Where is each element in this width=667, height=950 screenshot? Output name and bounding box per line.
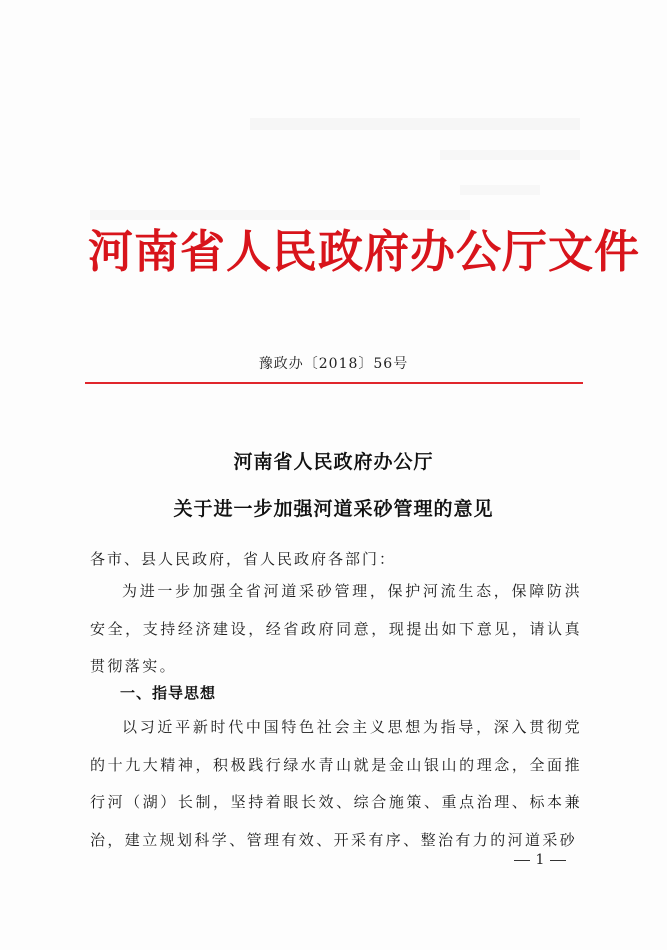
bleed-through-decoration (460, 185, 540, 195)
page-footer (500, 852, 580, 868)
document-title-line-2: 关于进一步加强河道采砂管理的意见 (173, 498, 494, 520)
bleed-through-decoration (250, 118, 580, 130)
document-title-line-1: 河南省人民政府办公厅 (233, 451, 434, 473)
section-1-paragraph: 以习近平新时代中国特色社会主义思想为指导，深入贯彻党的十九大精神，积极践行绿水青山就是金山银山的理念，全面推行河（湖）长制，坚持着眼长效、综合施策、重点治理、标本兼治，建立规划科学、管理有效、开采有序、整治有力的河道采砂 (90, 718, 582, 849)
header-divider-rule (85, 382, 583, 384)
recipients-line: 各市、县人民政府，省人民政府各部门： (90, 550, 397, 568)
footer-dash-right (550, 860, 566, 861)
section-1-heading: 一、指导思想 (120, 684, 217, 702)
footer-dash-left (514, 860, 530, 861)
document-number: 豫政办〔2018〕56号 (258, 356, 409, 372)
bleed-through-decoration (440, 150, 580, 160)
page-number: 1 (535, 852, 545, 868)
document-header-title: 河南省人民政府办公厅文件 (88, 225, 641, 278)
intro-paragraph: 为进一步加强全省河道采砂管理，保护河流生态，保障防洪安全，支持经济建设，经省政府同意，现提出如下意见，请认真贯彻落实。 (90, 582, 582, 675)
bleed-through-decoration (90, 210, 470, 220)
